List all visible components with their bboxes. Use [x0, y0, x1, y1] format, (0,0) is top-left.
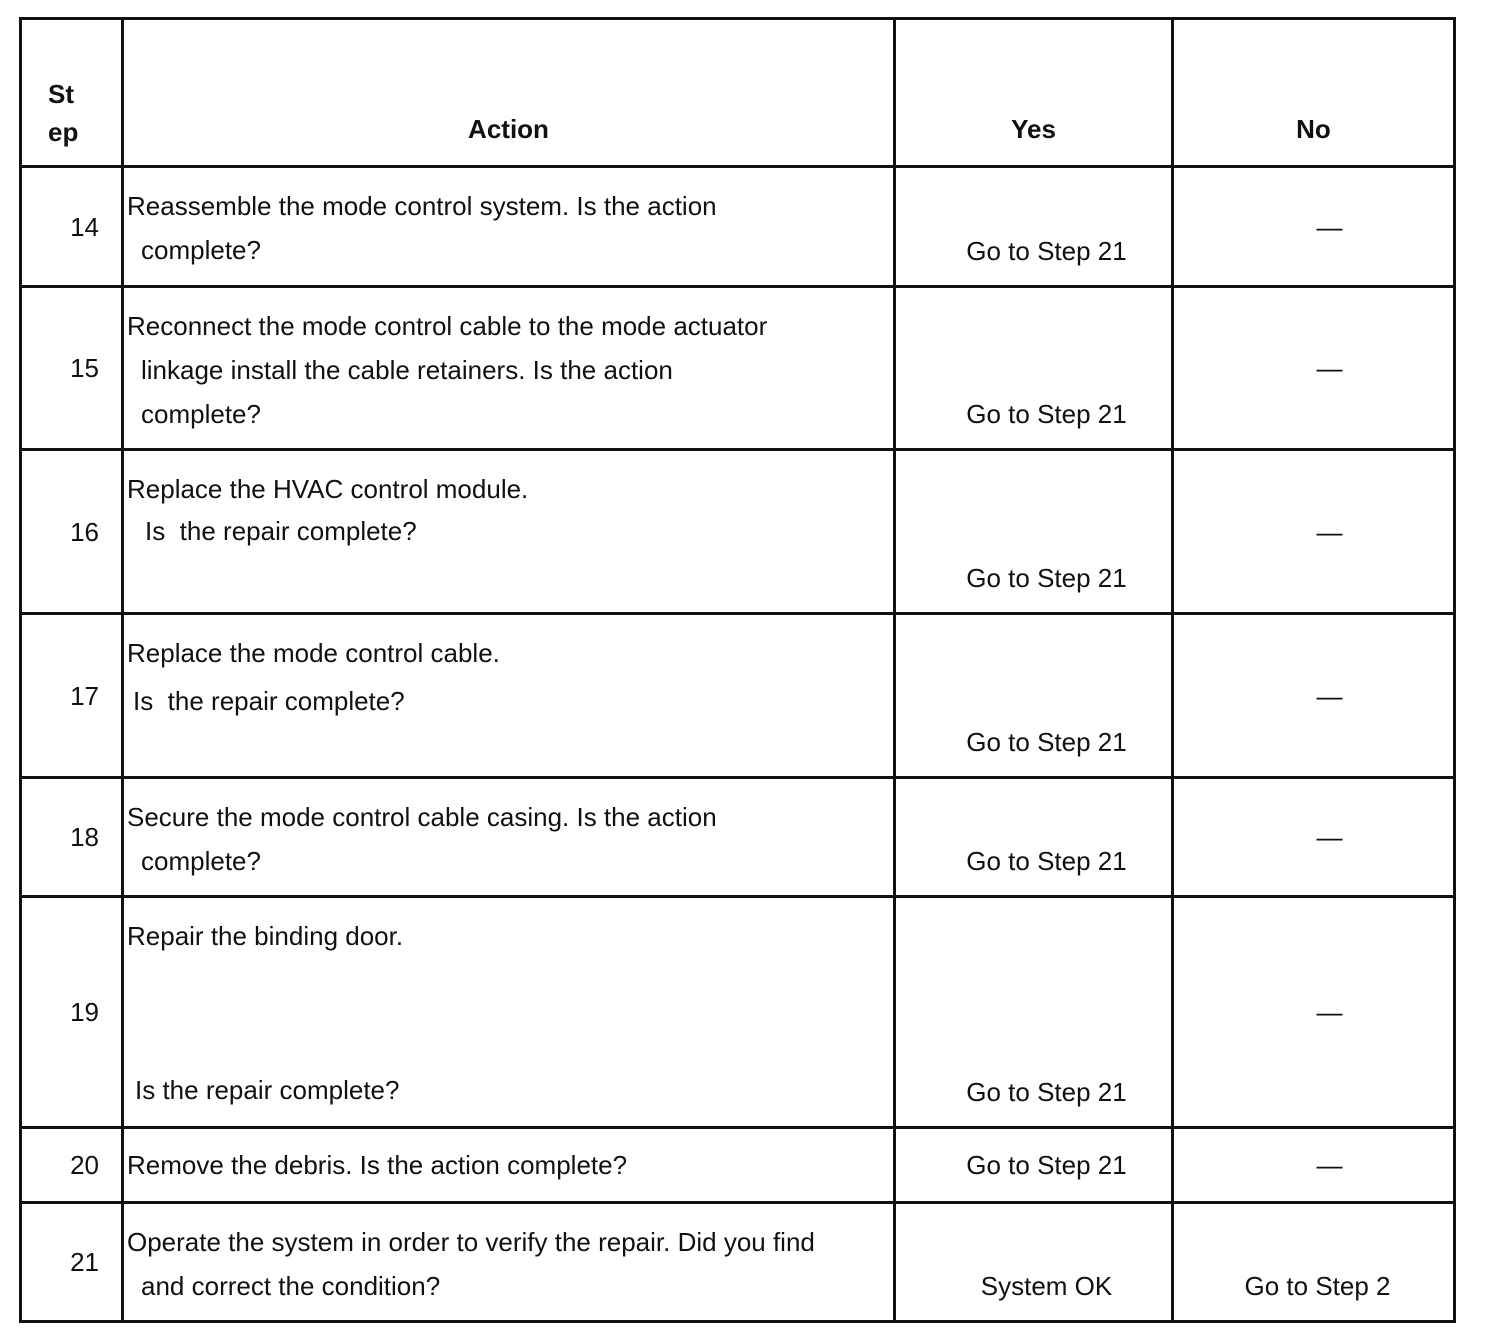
- yes-result: Go to Step 21: [895, 614, 1173, 778]
- table-row: [21, 778, 1455, 897]
- action-text: Repair the binding door. Is the repair complete?: [123, 897, 895, 1128]
- header-yes: Yes: [895, 19, 1173, 167]
- no-result: —: [1173, 614, 1455, 778]
- table-row: [21, 450, 1455, 614]
- action-text: Replace the HVAC control module. Is the repair complete?: [123, 450, 895, 614]
- diagnostic-table: [19, 17, 1456, 1323]
- step-number: 17: [21, 614, 123, 778]
- yes-result: Go to Step 21: [895, 1128, 1173, 1203]
- yes-result: Go to Step 21: [895, 287, 1173, 450]
- no-result: —: [1173, 1128, 1455, 1203]
- header-step: St ep: [21, 19, 123, 167]
- table-row: [21, 287, 1455, 450]
- table-row: [21, 614, 1455, 778]
- step-number: 21: [21, 1203, 123, 1322]
- step-number: 15: [21, 287, 123, 450]
- action-text: Reassemble the mode control system. Is the action complete?: [123, 167, 895, 287]
- table-row: [21, 1203, 1455, 1322]
- step-number: 20: [21, 1128, 123, 1203]
- yes-result: Go to Step 21: [895, 167, 1173, 287]
- no-result: —: [1173, 450, 1455, 614]
- header-no: No: [1173, 19, 1455, 167]
- yes-result: Go to Step 21: [895, 450, 1173, 614]
- table-row: [21, 167, 1455, 287]
- step-number: 16: [21, 450, 123, 614]
- action-text: Reconnect the mode control cable to the mode actuator linkage install the cable retainers. Is the action complete?: [123, 287, 895, 450]
- action-text: Replace the mode control cable. Is the repair complete?: [123, 614, 895, 778]
- table-row: [21, 897, 1455, 1128]
- no-result: —: [1173, 167, 1455, 287]
- step-number: 14: [21, 167, 123, 287]
- header-row: [21, 19, 1455, 167]
- header-action: Action: [123, 19, 895, 167]
- no-result: —: [1173, 897, 1455, 1128]
- no-result: —: [1173, 287, 1455, 450]
- yes-result: Go to Step 21: [895, 778, 1173, 897]
- action-text: Remove the debris. Is the action complete?: [123, 1128, 895, 1203]
- action-text: Secure the mode control cable casing. Is the action complete?: [123, 778, 895, 897]
- yes-result: System OK: [895, 1203, 1173, 1322]
- no-result: —: [1173, 778, 1455, 897]
- table-row: [21, 1128, 1455, 1203]
- step-number: 18: [21, 778, 123, 897]
- no-result: Go to Step 2: [1173, 1203, 1455, 1322]
- yes-result: Go to Step 21: [895, 897, 1173, 1128]
- action-text: Operate the system in order to verify the repair. Did you find and correct the condition?: [123, 1203, 895, 1322]
- step-number: 19: [21, 897, 123, 1128]
